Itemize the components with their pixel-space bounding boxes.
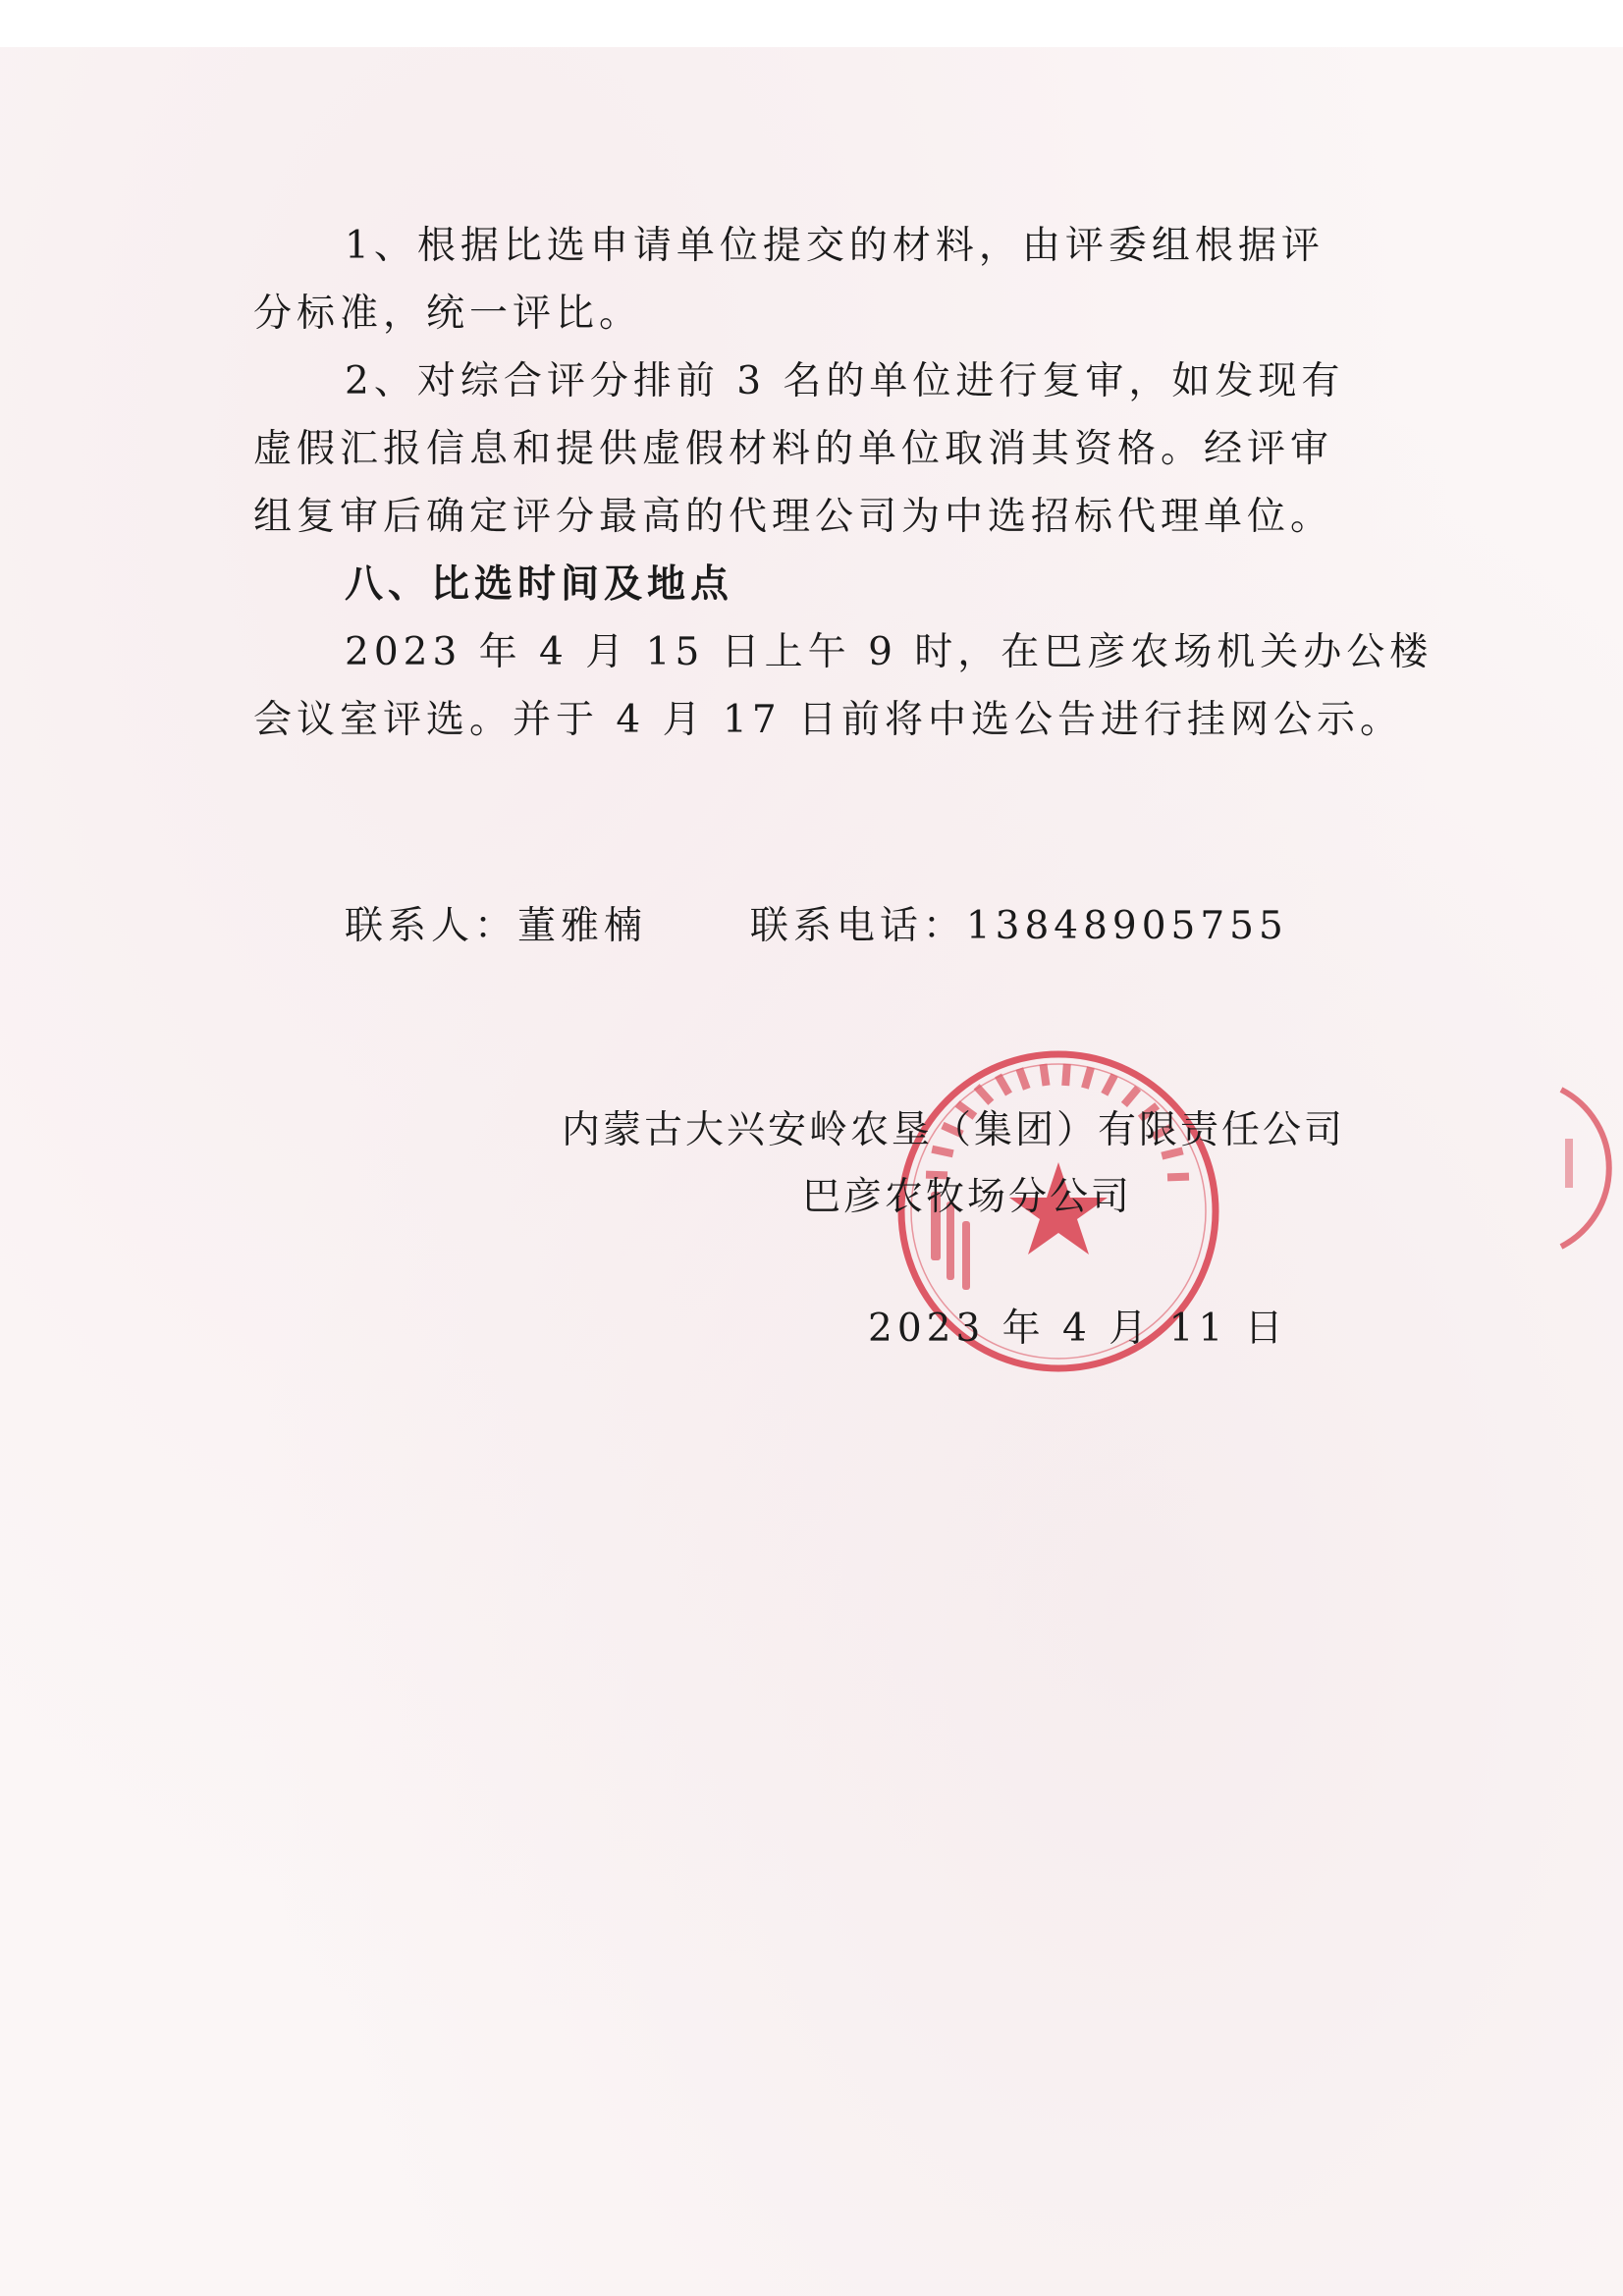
paragraph-1 <box>253 212 1402 347</box>
contact-line <box>345 895 1288 950</box>
paragraph-1-line-2: 分标准，统一评比。 <box>253 292 643 336</box>
schedule-line-2: 会议室评选。并于 4 月 17 日前将中选公告进行挂网公示。 <box>253 698 1404 742</box>
signature-company-line-2: 巴彦农牧场分公司 <box>802 1175 1133 1219</box>
schedule-line-1: 2023 年 4 月 15 日上午 9 时，在巴彦农场机关办公楼 <box>345 630 1434 674</box>
paragraph-2-line-3: 组复审后确定评分最高的代理公司为中选招标代理单位。 <box>253 495 1334 539</box>
signature-company-line-1: 内蒙古大兴安岭农垦（集团）有限责任公司 <box>562 1108 1346 1152</box>
section-heading: 八、比选时间及地点 <box>345 562 734 607</box>
paragraph-2-line-1: 2、对综合评分排前 3 名的单位进行复审，如发现有 <box>345 359 1345 403</box>
contact-phone: 联系电话：13848905755 <box>749 904 1288 948</box>
contact-person: 联系人：董雅楠 <box>345 904 648 948</box>
signature-date: 2023 年 4 月 11 日 <box>868 1307 1288 1351</box>
paragraph-2-line-2: 虚假汇报信息和提供虚假材料的单位取消其资格。经评审 <box>253 427 1334 471</box>
scan-top-edge <box>0 0 1623 47</box>
paragraph-1-line-1: 1、根据比选申请单位提交的材料，由评委组根据评 <box>345 224 1325 268</box>
document-body <box>253 212 1434 754</box>
paragraph-2 <box>253 347 1402 551</box>
partial-seal-edge <box>1522 1080 1623 1256</box>
schedule-paragraph <box>253 618 1434 754</box>
